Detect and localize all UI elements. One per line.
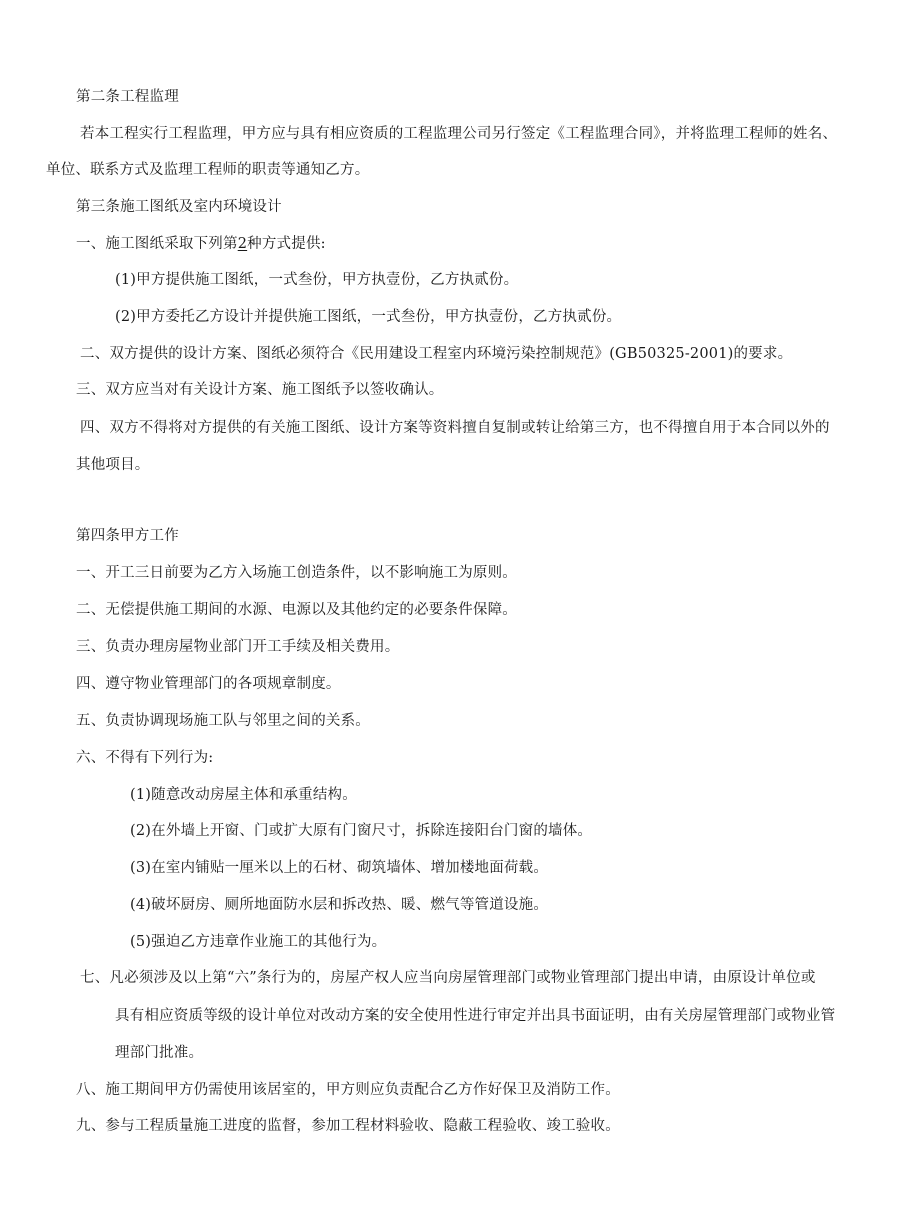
article2-para-line1: 若本工程实行工程监理，甲方应与具有相应资质的工程监理公司另行签定《工程监理合同》，并将监理工程师的姓名、 <box>80 126 838 142</box>
article4-sub4: (4)破坏厨房、厕所地面防水层和拆改热、暖、燃气等管道设施。 <box>130 897 549 913</box>
article3-item1-choice: 2 <box>237 236 248 252</box>
article4-item2: 二、无偿提供施工期间的水源、电源以及其他约定的必要条件保障。 <box>76 602 517 618</box>
article4-item7-line1: 七、凡必须涉及以上第“六”条行为的，房屋产权人应当向房屋管理部门或物业管理部门提出申请，由原设计单位或 <box>80 970 816 986</box>
article4-title: 第四条甲方工作 <box>76 528 179 544</box>
article4-item1: 一、开工三日前要为乙方入场施工创造条件，以不影响施工为原则。 <box>76 565 517 581</box>
article3-option2: (2)甲方委托乙方设计并提供施工图纸，一式叁份，甲方执壹份，乙方执贰份。 <box>115 309 622 325</box>
article3-option1: (1)甲方提供施工图纸，一式叁份，甲方执壹份，乙方执贰份。 <box>115 272 519 288</box>
article4-item5: 五、负责协调现场施工队与邻里之间的关系。 <box>76 713 370 729</box>
article4-item8: 八、施工期间甲方仍需使用该居室的，甲方则应负责配合乙方作好保卫及消防工作。 <box>76 1082 620 1098</box>
article4-sub1: (1)随意改动房屋主体和承重结构。 <box>130 787 357 803</box>
article3-item1-post: 种方式提供: <box>247 236 326 252</box>
article2-title: 第二条工程监理 <box>76 89 179 105</box>
article3-item1-pre: 一、施工图纸采取下列第 <box>76 236 238 252</box>
article4-sub3: (3)在室内铺贴一厘米以上的石材、砌筑墙体、增加楼地面荷载。 <box>130 860 549 876</box>
article2-para-line2: 单位、联系方式及监理工程师的职责等通知乙方。 <box>46 162 370 178</box>
article3-item2: 二、双方提供的设计方案、图纸必须符合《民用建设工程室内环境污染控制规范》(GB50325-2001)的要求。 <box>80 346 793 362</box>
article3-item4-line1: 四、双方不得将对方提供的有关施工图纸、设计方案等资料擅自复制或转让给第三方，也不得擅自用于本合同以外的 <box>80 420 830 436</box>
article4-item6: 六、不得有下列行为: <box>76 750 214 766</box>
article4-sub2: (2)在外墙上开窗、门或扩大原有门窗尺寸，拆除连接阳台门窗的墙体。 <box>130 823 593 839</box>
article4-item9: 九、参与工程质量施工进度的监督，参加工程材料验收、隐蔽工程验收、竣工验收。 <box>76 1118 620 1134</box>
article3-item4-line2: 其他项目。 <box>76 457 150 473</box>
article4-item7-line3: 理部门批准。 <box>115 1045 204 1061</box>
article4-item4: 四、遵守物业管理部门的各项规章制度。 <box>76 676 341 692</box>
article4-sub5: (5)强迫乙方违章作业施工的其他行为。 <box>130 934 387 950</box>
article3-item1 <box>76 234 326 254</box>
article4-item3: 三、负责办理房屋物业部门开工手续及相关费用。 <box>76 639 400 655</box>
article4-item7-line2: 具有相应资质等级的设计单位对改动方案的安全使用性进行审定并出具书面证明，由有关房屋管理部门或物业管 <box>115 1008 836 1024</box>
article3-item3: 三、双方应当对有关设计方案、施工图纸予以签收确认。 <box>76 382 444 398</box>
article3-title: 第三条施工图纸及室内环境设计 <box>76 199 282 215</box>
